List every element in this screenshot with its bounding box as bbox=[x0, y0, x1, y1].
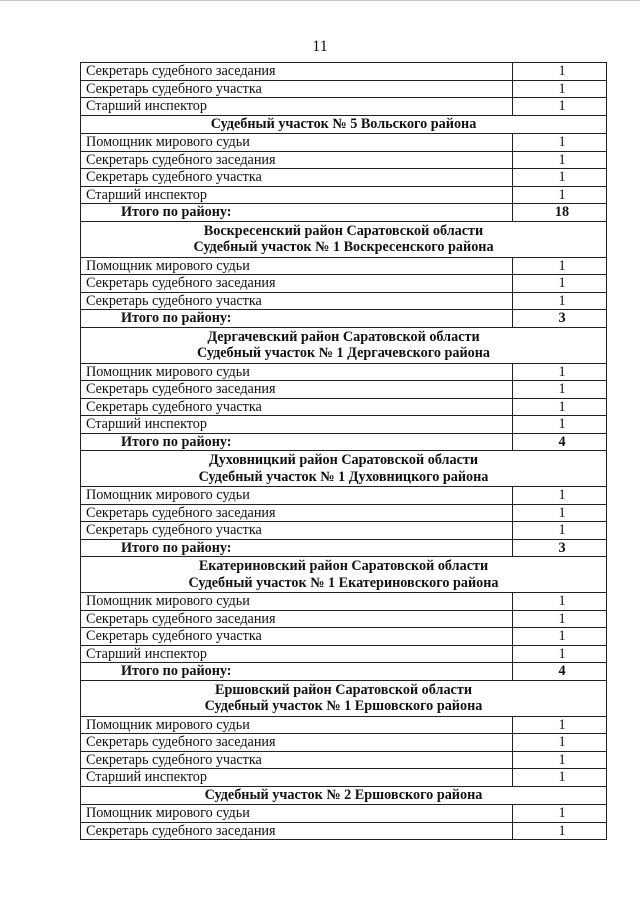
position-cell: Старший инспектор bbox=[81, 416, 513, 434]
table-row bbox=[81, 593, 607, 611]
table-row bbox=[81, 151, 607, 169]
quantity-cell: 1 bbox=[513, 628, 607, 646]
district-total-row bbox=[81, 433, 607, 451]
section-header bbox=[81, 115, 607, 134]
quantity-cell: 1 bbox=[513, 398, 607, 416]
position-cell: Секретарь судебного участка bbox=[81, 522, 513, 540]
section-header-line: Судебный участок № 1 Ершовского района bbox=[204, 698, 483, 714]
page-number: 11 bbox=[312, 38, 328, 55]
table-row bbox=[81, 98, 607, 116]
quantity-cell: 1 bbox=[513, 645, 607, 663]
table-row bbox=[81, 734, 607, 752]
table-row bbox=[81, 769, 607, 787]
quantity-cell: 1 bbox=[513, 522, 607, 540]
position-cell: Помощник мирового судьи bbox=[81, 805, 513, 823]
position-cell: Помощник мирового судьи bbox=[81, 134, 513, 152]
quantity-cell: 1 bbox=[513, 80, 607, 98]
quantity-cell: 1 bbox=[513, 151, 607, 169]
position-cell: Старший инспектор bbox=[81, 645, 513, 663]
section-header-row bbox=[81, 451, 607, 487]
position-cell: Секретарь судебного участка bbox=[81, 398, 513, 416]
section-header-row bbox=[81, 115, 607, 134]
table-row bbox=[81, 805, 607, 823]
quantity-cell: 1 bbox=[513, 822, 607, 840]
table-row bbox=[81, 610, 607, 628]
district-total-row bbox=[81, 539, 607, 557]
position-cell: Секретарь судебного заседания bbox=[81, 822, 513, 840]
position-cell: Помощник мирового судьи bbox=[81, 363, 513, 381]
section-header-row bbox=[81, 786, 607, 805]
section-header-line: Дергачевский район Саратовской области bbox=[207, 328, 480, 345]
section-header bbox=[81, 451, 607, 487]
position-cell: Секретарь судебного заседания bbox=[81, 734, 513, 752]
quantity-cell: 1 bbox=[513, 186, 607, 204]
section-header-line: Ершовский район Саратовской области bbox=[215, 681, 472, 698]
position-cell: Секретарь судебного заседания bbox=[81, 275, 513, 293]
position-cell: Секретарь судебного заседания bbox=[81, 381, 513, 399]
district-total-row bbox=[81, 663, 607, 681]
quantity-cell: 1 bbox=[513, 610, 607, 628]
section-header-row bbox=[81, 557, 607, 593]
quantity-cell: 1 bbox=[513, 134, 607, 152]
position-cell: Помощник мирового судьи bbox=[81, 487, 513, 505]
staffing-table bbox=[80, 62, 607, 840]
table-row bbox=[81, 80, 607, 98]
table-row bbox=[81, 751, 607, 769]
table-row bbox=[81, 398, 607, 416]
position-cell: Секретарь судебного участка bbox=[81, 80, 513, 98]
table-row bbox=[81, 186, 607, 204]
table-row bbox=[81, 822, 607, 840]
table-row bbox=[81, 381, 607, 399]
table-row bbox=[81, 522, 607, 540]
section-header-line: Судебный участок № 5 Вольского района bbox=[210, 116, 477, 132]
position-cell: Старший инспектор bbox=[81, 769, 513, 787]
total-label: Итого по району: bbox=[81, 663, 513, 681]
quantity-cell: 1 bbox=[513, 751, 607, 769]
position-cell: Секретарь судебного заседания bbox=[81, 63, 513, 81]
total-label: Итого по району: bbox=[81, 539, 513, 557]
quantity-cell: 1 bbox=[513, 805, 607, 823]
quantity-cell: 1 bbox=[513, 98, 607, 116]
quantity-cell: 1 bbox=[513, 169, 607, 187]
staffing-table-body bbox=[81, 63, 607, 840]
table-row bbox=[81, 487, 607, 505]
quantity-cell: 1 bbox=[513, 487, 607, 505]
section-header bbox=[81, 557, 607, 593]
position-cell: Старший инспектор bbox=[81, 186, 513, 204]
section-header-row bbox=[81, 221, 607, 257]
section-header-line: Судебный участок № 1 Воскресенского района bbox=[193, 239, 494, 255]
position-cell: Помощник мирового судьи bbox=[81, 716, 513, 734]
total-value: 18 bbox=[513, 204, 607, 222]
table-row bbox=[81, 628, 607, 646]
quantity-cell: 1 bbox=[513, 257, 607, 275]
position-cell: Помощник мирового судьи bbox=[81, 593, 513, 611]
table-row bbox=[81, 504, 607, 522]
section-header bbox=[81, 327, 607, 363]
quantity-cell: 1 bbox=[513, 504, 607, 522]
table-row bbox=[81, 716, 607, 734]
table-row bbox=[81, 169, 607, 187]
section-header-line: Духовницкий район Саратовской области bbox=[208, 452, 479, 468]
total-value: 4 bbox=[513, 663, 607, 681]
quantity-cell: 1 bbox=[513, 769, 607, 787]
quantity-cell: 1 bbox=[513, 275, 607, 293]
quantity-cell: 1 bbox=[513, 593, 607, 611]
section-header-row bbox=[81, 327, 607, 363]
quantity-cell: 1 bbox=[513, 363, 607, 381]
position-cell: Секретарь судебного участка bbox=[81, 628, 513, 646]
position-cell: Секретарь судебного участка bbox=[81, 169, 513, 187]
table-row bbox=[81, 257, 607, 275]
quantity-cell: 1 bbox=[513, 734, 607, 752]
section-header-line: Судебный участок № 1 Духовницкого района bbox=[198, 468, 489, 485]
district-total-row bbox=[81, 310, 607, 328]
position-cell: Секретарь судебного заседания bbox=[81, 504, 513, 522]
total-label: Итого по району: bbox=[81, 433, 513, 451]
table-row bbox=[81, 416, 607, 434]
section-header bbox=[81, 786, 607, 805]
position-cell: Секретарь судебного участка bbox=[81, 292, 513, 310]
quantity-cell: 1 bbox=[513, 292, 607, 310]
table-row bbox=[81, 645, 607, 663]
section-header-line: Судебный участок № 1 Екатериновского района bbox=[188, 574, 499, 591]
section-header-line: Воскресенский район Саратовской области bbox=[203, 222, 484, 239]
table-row bbox=[81, 363, 607, 381]
table-row bbox=[81, 292, 607, 310]
total-value: 4 bbox=[513, 433, 607, 451]
total-value: 3 bbox=[513, 539, 607, 557]
section-header-line: Судебный участок № 1 Дергачевского района bbox=[196, 345, 490, 361]
position-cell: Помощник мирового судьи bbox=[81, 257, 513, 275]
total-value: 3 bbox=[513, 310, 607, 328]
position-cell: Секретарь судебного участка bbox=[81, 751, 513, 769]
section-header bbox=[81, 221, 607, 257]
total-label: Итого по району: bbox=[81, 310, 513, 328]
table-row bbox=[81, 63, 607, 81]
district-total-row bbox=[81, 204, 607, 222]
total-label: Итого по району: bbox=[81, 204, 513, 222]
quantity-cell: 1 bbox=[513, 381, 607, 399]
section-header bbox=[81, 680, 607, 716]
position-cell: Секретарь судебного заседания bbox=[81, 151, 513, 169]
position-cell: Секретарь судебного заседания bbox=[81, 610, 513, 628]
section-header-row bbox=[81, 680, 607, 716]
table-row bbox=[81, 275, 607, 293]
table-row bbox=[81, 134, 607, 152]
section-header-line: Екатериновский район Саратовской области bbox=[198, 558, 489, 574]
position-cell: Старший инспектор bbox=[81, 98, 513, 116]
section-header-line: Судебный участок № 2 Ершовского района bbox=[204, 787, 483, 803]
quantity-cell: 1 bbox=[513, 63, 607, 81]
page-top-border bbox=[0, 0, 640, 1]
quantity-cell: 1 bbox=[513, 416, 607, 434]
quantity-cell: 1 bbox=[513, 716, 607, 734]
